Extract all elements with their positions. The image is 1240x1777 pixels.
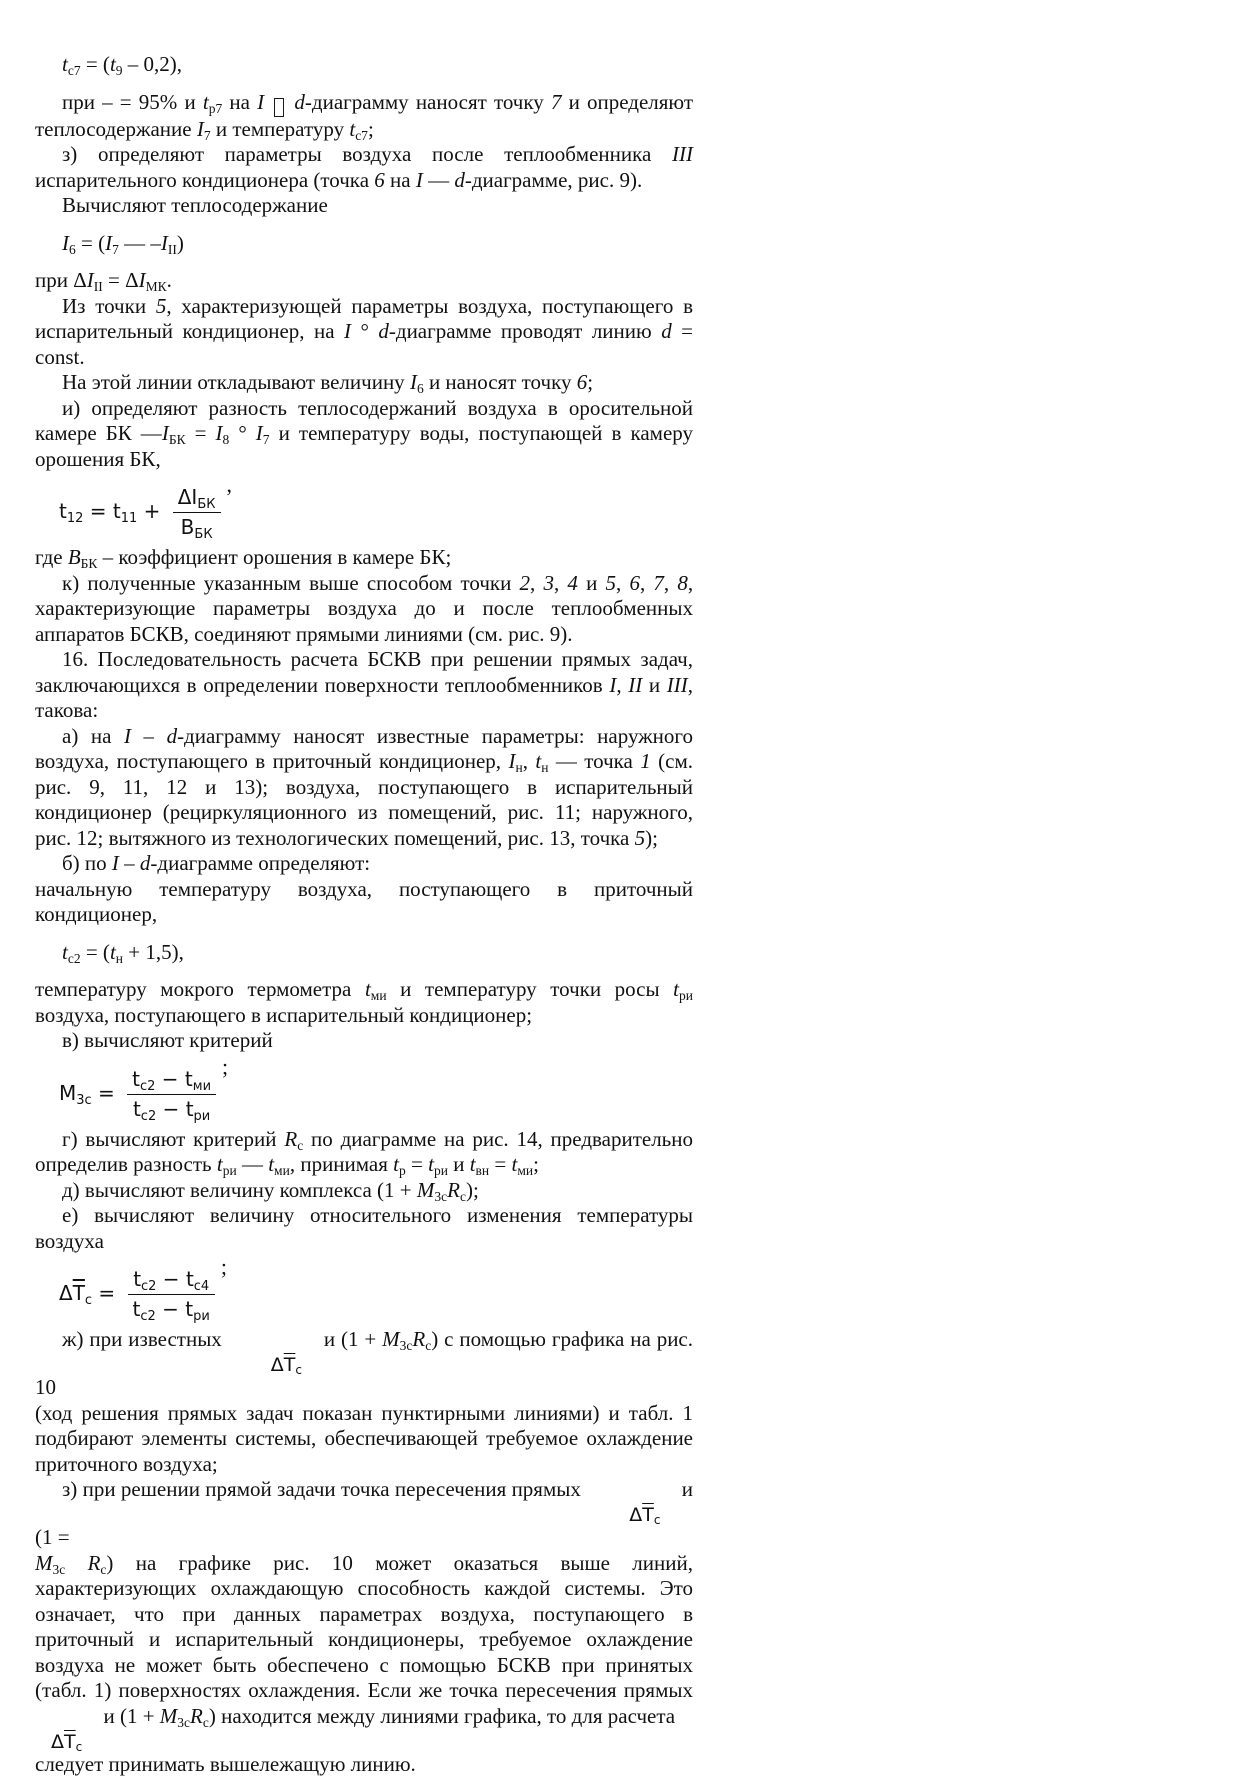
- fraction-numerator: $t_{с2} - t_{с4}$: [128, 1268, 215, 1295]
- fraction-numerator: $t_{с2} - t_{ми}$: [127, 1068, 216, 1095]
- paragraph: М3с Rс) на графике рис. 10 может оказаться выше линий, характеризующих охлаждающую способность каждой системы. Это означает, что при данных параметрах воздуха, поступающего в приточный и испарительный кондиционеры, требуемое охлаждение воздуха не может быть обеспечено с помощью БСКВ при принятых (табл. 1) поверхностях охлаждения. Если же точка пересечения прямых $\Delta\overline{T}с$ и (1 + М3сRс) находится между линиями графика, то для расчета: [35, 1551, 693, 1752]
- paragraph: при ΔIII = ΔIМК.: [35, 268, 693, 294]
- paragraph: Из точки 5, характеризующей параметры воздуха, поступающего в испарительный кондиционер, на I ° d-диаграмме проводят линию d = const.: [35, 294, 693, 371]
- fraction: [173, 486, 221, 539]
- missing-glyph-box: [274, 98, 284, 117]
- paragraph: (ход решения прямых задач показан пунктирными линиями) и табл. 1 подбирают элементы системы, обеспечивающей требуемое охлаждение приточного воздуха;: [35, 1401, 693, 1478]
- formula-lhs: $М_{3с}$ =: [59, 1081, 121, 1105]
- delta-t-mean-symbol: $\Delta\overline{T}с$: [244, 1356, 302, 1375]
- display-formula: [35, 486, 693, 539]
- fraction-denominator: $t_{с2} - t_{ри}$: [127, 1095, 216, 1121]
- paragraph: при – = 95% и tр7 на I d-диаграмму наносят точку 7 и определяют теплосодержание I7 и температуру tс7;: [35, 90, 693, 143]
- fraction: [128, 1268, 215, 1321]
- formula-punctuation: ,: [227, 472, 233, 497]
- paragraph: в) вычисляют критерий: [35, 1028, 693, 1054]
- formula-line: I6 = (I7 — –III): [35, 231, 693, 257]
- paragraph: д) вычисляют величину комплекса (1 + М3сRс);: [35, 1178, 693, 1204]
- paragraph: Вычисляют теплосодержание: [35, 193, 693, 219]
- formula-punctuation: ;: [222, 1054, 228, 1079]
- fraction: [127, 1068, 216, 1121]
- paragraph: ж) при известных $\Delta\overline{T}с$ и (1 + М3сRс) с помощью графика на рис. 10: [35, 1327, 693, 1401]
- display-formula: [35, 1268, 693, 1321]
- paragraph: к) полученные указанным выше способом точки 2, 3, 4 и 5, 6, 7, 8, характеризующие параметры воздуха до и после теплообменных аппаратов БСКВ, соединяют прямыми линиями (см. рис. 9).: [35, 571, 693, 648]
- paragraph: начальную температуру воздуха, поступающего в приточный кондиционер,: [35, 877, 693, 928]
- paragraph: где ВБК – коэффициент орошения в камере БК;: [35, 545, 693, 571]
- paragraph: б) по I – d-диаграмме определяют:: [35, 851, 693, 877]
- formula-punctuation: ;: [221, 1254, 227, 1279]
- document-content: [35, 40, 693, 1777]
- paragraph: следует принимать вышележащую линию.: [35, 1752, 693, 1777]
- paragraph: 16. Последовательность расчета БСКВ при решении прямых задач, заключающихся в определении поверхности теплообменников I, II и III, такова:: [35, 647, 693, 724]
- paragraph: е) вычисляют величину относительного изменения температуры воздуха: [35, 1203, 693, 1254]
- fraction-denominator: $t_{с2} - t_{ри}$: [128, 1295, 215, 1321]
- formula-lhs: $t_{12} = t_{11}$ +: [59, 499, 167, 523]
- formula-line: tс2 = (tн + 1,5),: [35, 940, 693, 966]
- paragraph: з) при решении прямой задачи точка пересечения прямых $\Delta\overline{T}с$ и (1 =: [35, 1477, 693, 1551]
- fraction-denominator: $В_{БК}$: [173, 513, 221, 539]
- paragraph: а) на I – d-диаграмму наносят известные параметры: наружного воздуха, поступающего в приточный кондиционер, Iн, tн — точка 1 (см. рис. 9, 11, 12 и 13); воздуха, поступающего в испарительный кондиционер (рециркуляционного из помещений, рис. 11; наружного, рис. 12; вытяжного из технологических помещений, рис. 13, точка 5);: [35, 724, 693, 852]
- delta-t-mean-symbol: $\Delta\overline{T}с$: [51, 1733, 82, 1752]
- formula-lhs: $\Delta\overline{T}_с$ =: [59, 1281, 122, 1305]
- paragraph: з) определяют параметры воздуха после теплообменника III испарительного кондиционера (точка 6 на I — d-диаграмме, рис. 9).: [35, 142, 693, 193]
- formula-line: tс7 = (t9 – 0,2),: [35, 52, 693, 78]
- paragraph: г) вычисляют критерий Rс по диаграмме на рис. 14, предварительно определив разность tри — tми, принимая tр = tри и tвн = tми;: [35, 1127, 693, 1178]
- display-formula: [35, 1068, 693, 1121]
- paragraph: температуру мокрого термометра tми и температуру точки росы tри воздуха, поступающего в испарительный кондиционер;: [35, 977, 693, 1028]
- paragraph: На этой линии откладывают величину I6 и наносят точку 6;: [35, 370, 693, 396]
- paragraph: и) определяют разность теплосодержаний воздуха в оросительной камере БК —IБК = I8 ° I7 и температуру воды, поступающей в камеру орошения БК,: [35, 396, 693, 473]
- delta-t-mean-symbol: $\Delta\overline{T}с$: [602, 1506, 660, 1525]
- fraction-numerator: $\Delta I_{БК}$: [173, 486, 221, 513]
